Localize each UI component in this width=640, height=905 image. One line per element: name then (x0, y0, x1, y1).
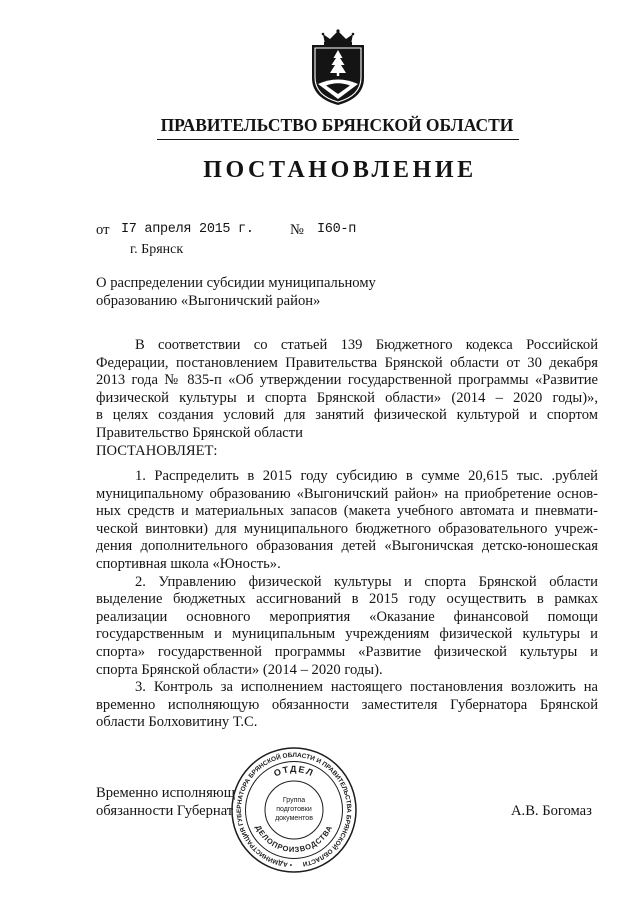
signatory-position-line: Временно исполняющ (96, 785, 235, 801)
resolution-items (96, 468, 598, 732)
signatory-position (96, 784, 235, 820)
item-line: спортивная школа «Юность». (96, 555, 281, 572)
signatory-name: А.В. Богомаз (511, 803, 592, 819)
stamp-center-text: Группа (282, 797, 306, 804)
item-line: реализации основного мероприятия «Оказание финансовой помощи (96, 608, 598, 625)
preamble-line: в целях создания условий для занятий физической культурой и спортом (96, 407, 598, 424)
preamble-line: 2013 года № 835-п «Об утверждении государственной программы «Развитие (96, 372, 598, 389)
item-2 (96, 574, 598, 680)
coat-of-arms-icon (305, 28, 371, 106)
item-line: спорта» государственной программы «Развитие физической культуры и (96, 643, 598, 660)
item-line: государственным и муниципальным учреждениям физической культуры и (96, 626, 598, 643)
subject-line: образованию «Выгоничский район» (96, 293, 321, 309)
resolves-heading: ПОСТАНОВЛЯЕТ: (96, 442, 218, 459)
item-1 (96, 468, 598, 574)
item-3 (96, 679, 598, 732)
preamble-line: Федерации, постановлением Правительства Брянской области от 30 декабря (96, 354, 598, 371)
document-subject (96, 274, 376, 310)
preamble-line: Правительство Брянской области (96, 424, 303, 441)
stamp (226, 742, 362, 878)
item-line: спорта Брянской области» (2014 – 2020 годы). (96, 661, 383, 678)
item-line: временно исполняющую обязанности заместителя Губернатора Брянской (96, 696, 598, 713)
header-rule (157, 139, 519, 140)
preamble-line: физической культуры и спорта Брянской области» (2014 – 2020 годы)», (96, 389, 598, 406)
item-line: 1. Распределить в 2015 году субсидию в сумме 20,615 тыс. .рублей (135, 468, 598, 484)
organization-title: ПРАВИТЕЛЬСТВО БРЯНСКОЙ ОБЛАСТИ (160, 115, 514, 135)
date-prefix: от (96, 222, 110, 238)
subject-line: О распределении субсидии муниципальному (96, 275, 376, 291)
item-line: ных средств и материальных запасов (макета учебного автомата и пневмати- (96, 503, 598, 520)
preamble-line: В соответствии со статьей 139 Бюджетного кодекса Российской (135, 337, 598, 353)
stamp-center-text: подготовки (276, 806, 312, 813)
stamp-center-text: документов (275, 815, 313, 822)
city: г. Брянск (130, 242, 184, 257)
stamp-inner-bottom-text: ДЕЛОПРОИЗВОДСТВА (253, 823, 335, 855)
document-date: I7 апреля 2015 г. (121, 222, 254, 237)
item-line: ческой винтовки) для муниципального бюджетного образовательного учреж- (96, 520, 598, 537)
stamp-inner-top-text: ОТДЕЛ (272, 763, 316, 779)
number-sign: № (290, 222, 304, 238)
document-type: ПОСТАНОВЛЕНИЕ (203, 157, 477, 183)
signatory-position-line: обязанности Губернат (96, 803, 234, 819)
preamble (96, 337, 598, 460)
item-line: дения дополнительного образования детей «Выгоничская детско-юношеская (96, 538, 598, 555)
item-line: выделение бюджетных ассигнований в 2015 году осуществить в рамках (96, 591, 598, 608)
item-line: муниципальному образованию «Выгоничский район» на приобретение основ- (96, 485, 598, 502)
stamp-outer-ring-text: • АДМИНИСТРАЦИЯ ГУБЕРНАТОРА БРЯНСКОЙ ОБЛАСТИ И ПРАВИТЕЛЬСТВА БРЯНСКОЙ ОБЛАСТИ (235, 751, 353, 868)
document-number: I60-п (317, 222, 357, 237)
item-line: 2. Управлению физической культуры и спорта Брянской области (135, 573, 598, 590)
item-line: области Болховитину Т.С. (96, 714, 258, 731)
svg-text:ОТДЕЛ (272, 764, 315, 778)
item-line: 3. Контроль за исполнением настоящего постановления возложить на (135, 679, 598, 696)
